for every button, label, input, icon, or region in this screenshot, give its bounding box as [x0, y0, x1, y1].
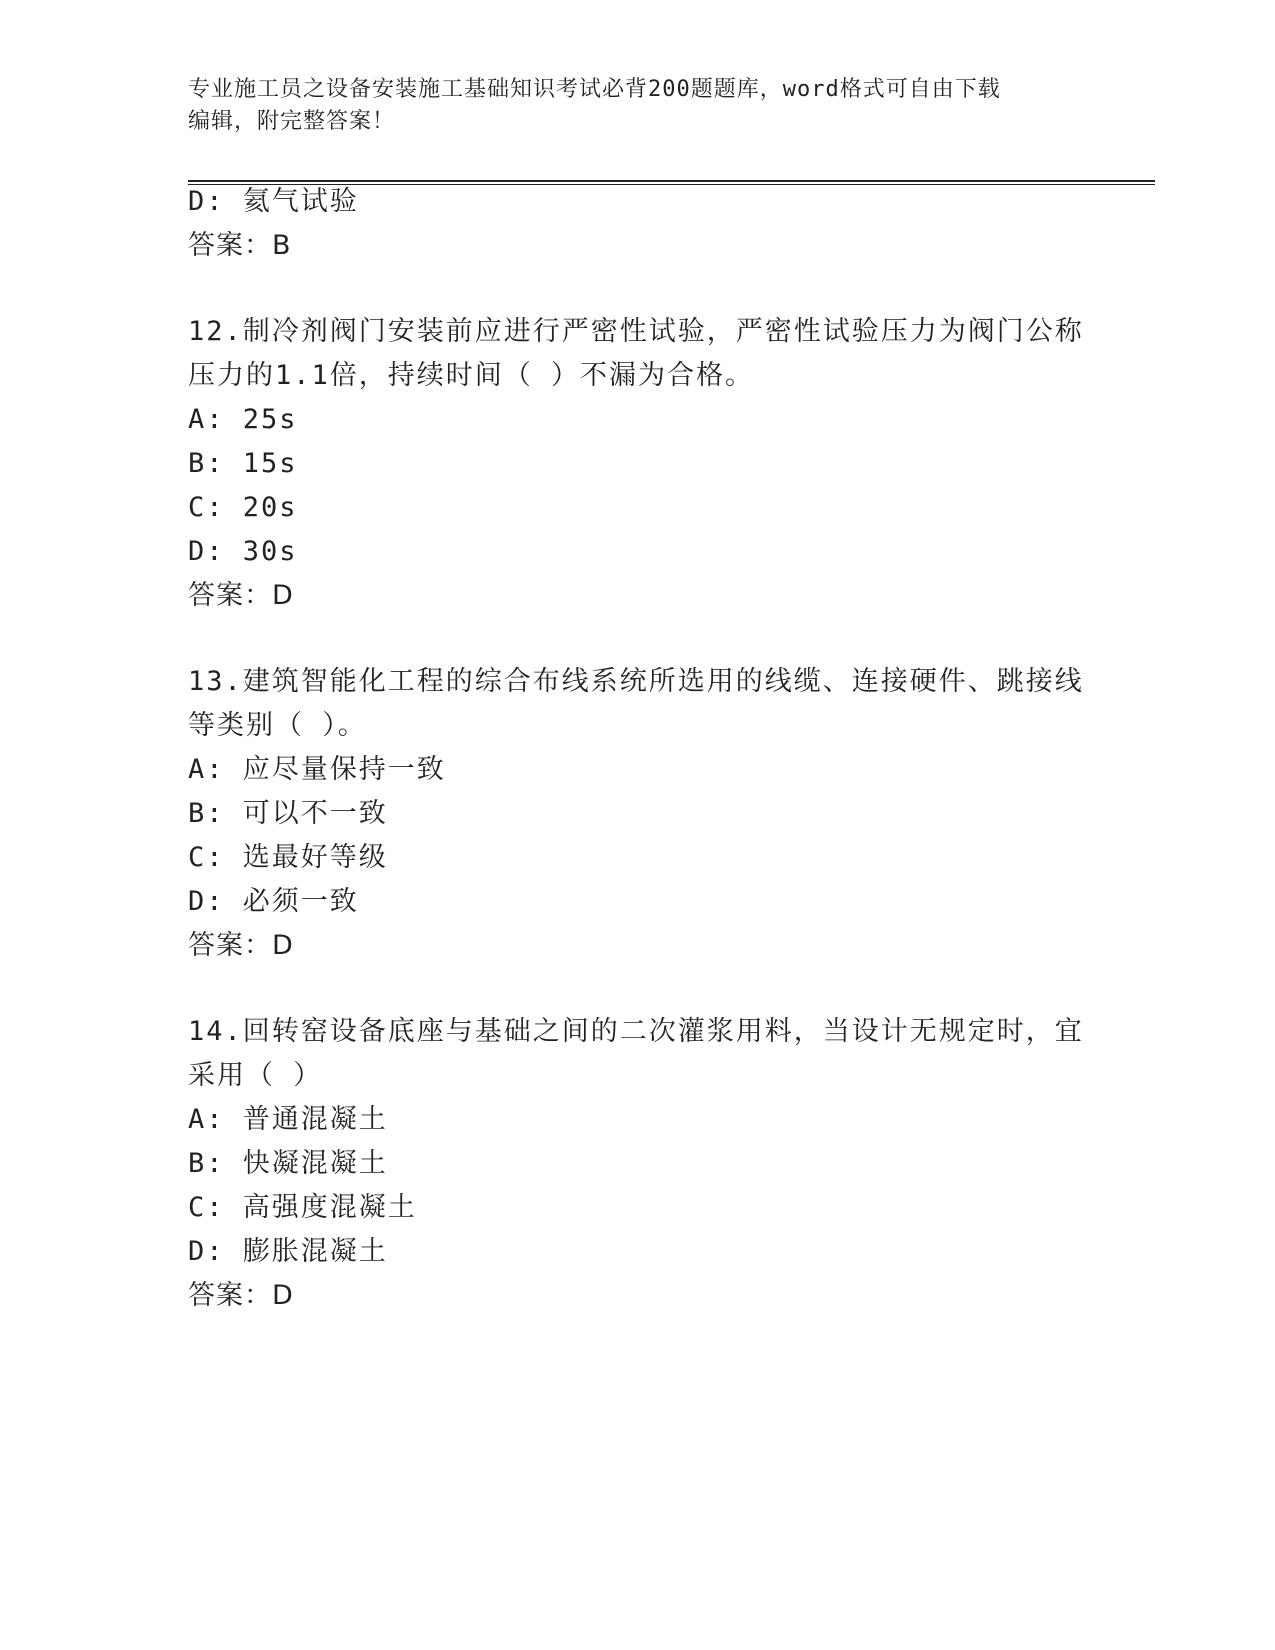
- q13-stem-line1: 13.建筑智能化工程的综合布线系统所选用的线缆、连接硬件、跳接线: [188, 666, 1084, 697]
- q12-stem-line2: 压力的1.1倍，持续时间（ ）不漏为合格。: [188, 360, 755, 391]
- header-title-line1: 专业施工员之设备安装施工基础知识考试必背200题题库，word格式可自由下载: [188, 77, 1001, 102]
- q13-option-c: C: 选最好等级: [188, 842, 388, 873]
- document-header: [188, 74, 1088, 138]
- q14-stem-line2: 采用（ ）: [188, 1060, 323, 1091]
- q14-stem-line1: 14.回转窑设备底座与基础之间的二次灌浆用料，当设计无规定时，宜: [188, 1016, 1084, 1047]
- q14-option-d: D: 膨胀混凝土: [188, 1236, 388, 1267]
- q14-option-b: B: 快凝混凝土: [188, 1148, 388, 1179]
- q13-option-a: A: 应尽量保持一致: [188, 754, 446, 785]
- q12-stem-line1: 12.制冷剂阀门安装前应进行严密性试验，严密性试验压力为阀门公称: [188, 316, 1084, 347]
- prev-answer: 答案：B: [188, 230, 292, 261]
- q12-option-a: A: 25s: [188, 404, 298, 435]
- q13-stem-line2: 等类别（ ）。: [188, 710, 367, 741]
- q12-option-c: C: 20s: [188, 492, 298, 523]
- q12-answer: 答案：D: [188, 580, 294, 611]
- prev-option-d: D: 氦气试验: [188, 186, 359, 217]
- q13-option-d: D: 必须一致: [188, 886, 359, 917]
- q12-option-d: D: 30s: [188, 536, 298, 567]
- q14-answer: 答案：D: [188, 1280, 294, 1311]
- q14-option-a: A: 普通混凝土: [188, 1104, 388, 1135]
- q13-option-b: B: 可以不一致: [188, 798, 388, 829]
- q14-option-c: C: 高强度混凝土: [188, 1192, 417, 1223]
- q13-answer: 答案：D: [188, 930, 294, 961]
- header-title-line2: 编辑，附完整答案！: [188, 109, 396, 134]
- q12-option-b: B: 15s: [188, 448, 298, 479]
- header-divider-thick: [188, 180, 1155, 182]
